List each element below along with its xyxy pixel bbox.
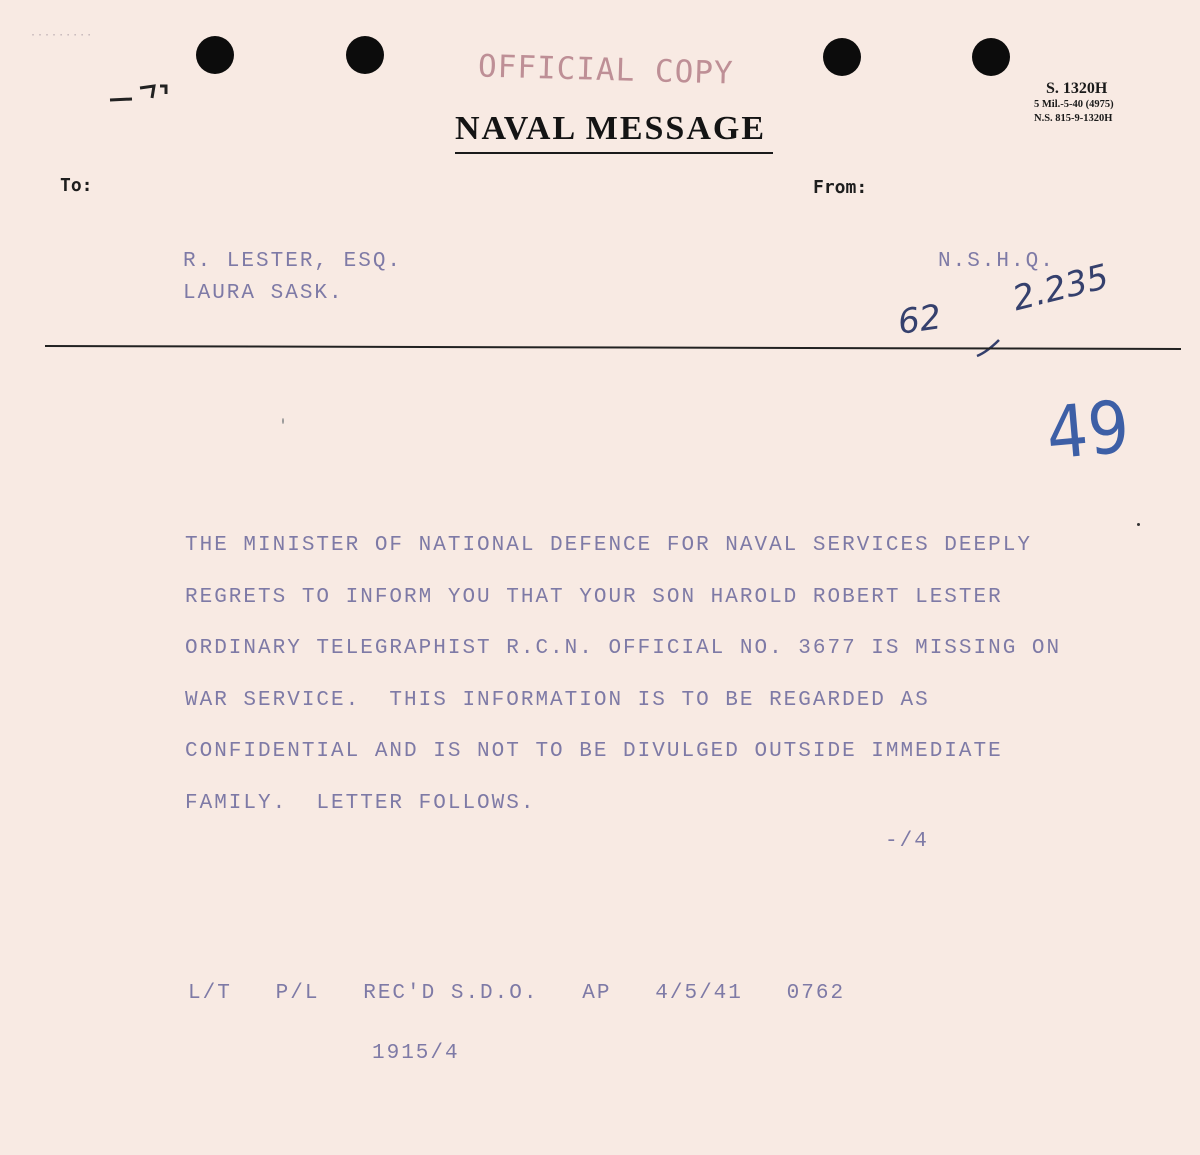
handwritten-ref-2: 2.235 <box>1008 256 1113 320</box>
official-copy-stamp: OFFICIAL COPY <box>477 48 735 92</box>
message-body <box>185 520 1085 829</box>
recipient-name: R. LESTER, ESQ. <box>183 250 403 273</box>
reference-number: 1915/4 <box>372 1042 460 1065</box>
handwritten-stroke-icon <box>975 330 1005 360</box>
from-label: From: <box>813 177 868 198</box>
speck <box>282 418 284 424</box>
sender: N.S.H.Q. <box>938 250 1055 273</box>
faint-marks: ········· <box>30 30 94 41</box>
message-suffix: -/4 <box>885 830 929 853</box>
punch-hole-4 <box>972 38 1010 76</box>
message-line: WAR SERVICE. THIS INFORMATION IS TO BE REGARDED AS <box>185 688 930 712</box>
speck <box>1137 523 1140 526</box>
message-line: FAMILY. LETTER FOLLOWS. <box>185 791 536 815</box>
punch-hole-1 <box>196 36 234 74</box>
handwritten-number: 49 <box>1043 384 1133 476</box>
message-line: CONFIDENTIAL AND IS NOT TO BE DIVULGED OUTSIDE IMMEDIATE <box>185 740 1003 763</box>
form-number-block <box>1034 80 1144 126</box>
punch-hole-3 <box>823 38 861 76</box>
handwritten-ref: 62 <box>895 297 944 343</box>
page-title: NAVAL MESSAGE <box>455 110 767 147</box>
form-line-2: 5 Mil.-5-40 (4975) <box>1034 99 1114 110</box>
message-line: ORDINARY TELEGRAPHIST R.C.N. OFFICIAL NO. 3677 IS MISSING ON <box>185 637 1062 660</box>
divider-line <box>45 345 1181 350</box>
recipient-location: LAURA SASK. <box>183 282 344 305</box>
routing-line: L/T P/L REC'D S.D.O. AP 4/5/41 0762 <box>188 982 846 1005</box>
form-line-3: N.S. 815-9-1320H <box>1034 113 1113 124</box>
title-underline <box>455 152 773 154</box>
punch-hole-2 <box>346 36 384 74</box>
message-line: THE MINISTER OF NATIONAL DEFENCE FOR NAVAL SERVICES DEEPLY <box>185 534 1032 557</box>
ink-mark-icon <box>104 80 170 110</box>
form-number: S. 1320H <box>1046 80 1108 97</box>
to-label: To: <box>60 175 93 196</box>
message-line: REGRETS TO INFORM YOU THAT YOUR SON HAROLD ROBERT LESTER <box>185 585 1003 609</box>
